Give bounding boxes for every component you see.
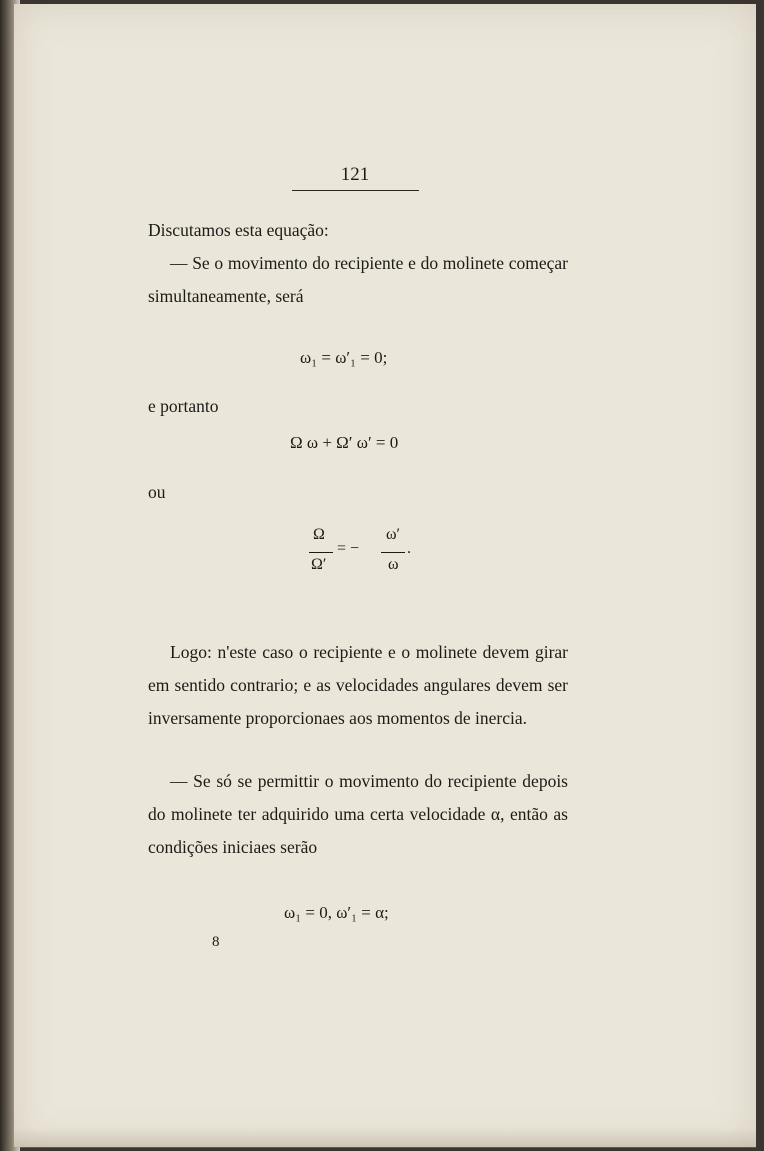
paragraph-or: ou xyxy=(148,482,166,502)
fraction-left-bar xyxy=(309,552,333,553)
fraction-right-denominator: ω xyxy=(388,556,399,573)
equation-momentum-balance: Ω ω + Ω′ ω′ = 0 xyxy=(290,433,399,452)
fraction-right-bar xyxy=(381,552,405,553)
signature-mark: 8 xyxy=(212,934,220,950)
page-edge xyxy=(14,1128,756,1148)
page-number: 121 xyxy=(340,164,370,185)
header-rule xyxy=(292,190,419,191)
paragraph-therefore: e portanto xyxy=(148,396,219,416)
paragraph-discussion-intro: Discutamos esta equação: xyxy=(148,220,329,240)
fraction-right-numerator: ω′ xyxy=(386,526,401,543)
paragraph-simultaneous-start: — Se o movimento do recipiente e do molinete começar simultaneamente, será xyxy=(148,253,568,306)
paragraph-conclusion: Logo: n'este caso o recipiente e o molinete devem girar em sentido contrario; e as velocidades angulares devem ser inversamente proporcionaes aos momentos de inercia. xyxy=(148,642,568,728)
equation-initial-conditions: ω₁ = ω′₁ = 0; xyxy=(300,348,388,367)
fraction-left-denominator: Ω′ xyxy=(311,556,327,573)
fraction-left-numerator: Ω xyxy=(313,526,325,543)
paragraph-delayed-start: — Se só se permittir o movimento do recipiente depois do molinete ter adquirido uma certa velocidade α, então as condições iniciaes serão xyxy=(148,771,568,857)
equation-delayed-conditions: ω₁ = 0, ω′₁ = α; xyxy=(284,903,389,922)
fraction-equals-minus: = − xyxy=(337,540,360,557)
fraction-end-period: . xyxy=(407,540,411,557)
